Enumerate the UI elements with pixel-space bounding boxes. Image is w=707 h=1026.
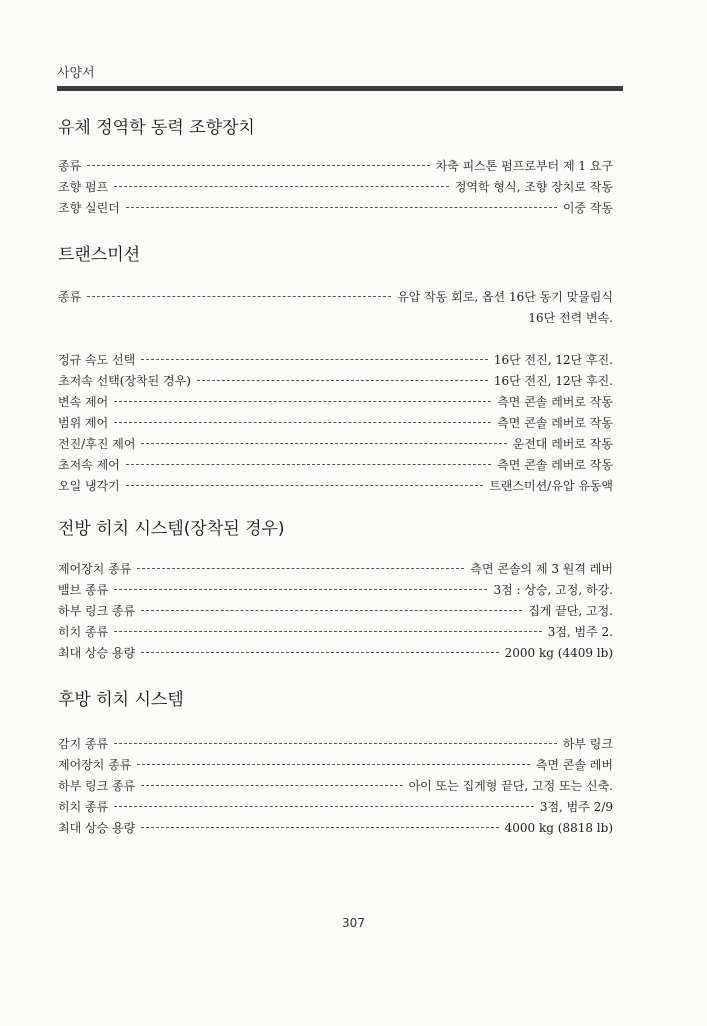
page-header — [57, 62, 623, 91]
leader-dots — [114, 401, 491, 402]
spec-value: 측면 콘솔 레버 — [535, 758, 613, 772]
spec-row — [58, 413, 613, 434]
spec-label: 제어장치 종류 — [58, 758, 132, 772]
spec-label: 조향 실린더 — [58, 201, 120, 215]
spec-value: 측면 콘솔 레버로 작동 — [497, 416, 613, 430]
section-transmission — [58, 240, 613, 497]
leader-dots — [197, 380, 488, 381]
spec-label: 전진/후진 제어 — [58, 437, 136, 451]
leader-dots — [87, 165, 429, 166]
leader-dots — [141, 610, 522, 611]
spec-value: 아이 또는 집게형 끝단, 고정 또는 신축. — [408, 779, 613, 793]
spec-label: 밸브 종류 — [58, 583, 109, 597]
leader-dots — [114, 186, 449, 187]
spec-row — [58, 818, 613, 839]
spec-value: 측면 콘솔 레버로 작동 — [497, 395, 613, 409]
spec-row — [58, 455, 613, 476]
section-steering — [58, 113, 613, 219]
spec-row — [58, 755, 613, 776]
spec-value: 3점 : 상승, 고정, 하강. — [493, 583, 613, 597]
leader-dots — [126, 485, 483, 486]
spec-label: 종류 — [58, 159, 82, 173]
spec-value: 트랜스미션/유압 유동액 — [489, 479, 613, 493]
spec-label: 변속 제어 — [58, 395, 109, 409]
section-rear-hitch — [58, 685, 613, 839]
spec-label: 감지 종류 — [58, 737, 109, 751]
leader-dots — [126, 464, 491, 465]
spec-value: 차축 피스톤 펌프로부터 제 1 요구 — [435, 159, 613, 173]
spec-row — [58, 476, 613, 497]
spec-value: 16단 전진, 12단 후진. — [493, 374, 613, 388]
leader-dots — [126, 207, 557, 208]
spec-label: 범위 제어 — [58, 416, 109, 430]
section-title: 트랜스미션 — [58, 245, 141, 265]
leader-dots — [87, 296, 391, 297]
spec-row — [58, 734, 613, 755]
spec-label: 히치 종류 — [58, 800, 109, 814]
spec-label: 오일 냉각기 — [58, 479, 120, 493]
header-title: 사양서 — [57, 66, 95, 81]
page-number: 307 — [342, 916, 365, 930]
spec-row — [58, 776, 613, 797]
leader-dots — [141, 652, 498, 653]
spec-label: 조향 펌프 — [58, 180, 109, 194]
leader-dots — [141, 827, 498, 828]
spec-label: 하부 링크 종류 — [58, 779, 136, 793]
leader-dots — [114, 589, 487, 590]
spec-row — [58, 156, 613, 177]
spec-row — [58, 622, 613, 643]
spec-label: 정규 속도 선택 — [58, 353, 136, 367]
section-front-hitch — [58, 514, 613, 664]
leader-dots — [114, 422, 491, 423]
spec-value: 하부 링크 — [562, 737, 613, 751]
spec-row — [58, 797, 613, 818]
spec-row — [58, 643, 613, 664]
spec-label: 최대 상승 용량 — [58, 821, 136, 835]
spec-row — [58, 580, 613, 601]
section-title: 전방 히치 시스템(장착된 경우) — [58, 519, 285, 539]
spec-row — [58, 371, 613, 392]
spec-label: 초저속 제어 — [58, 458, 120, 472]
spec-value: 정역학 형식, 조향 장치로 작동 — [454, 180, 613, 194]
spec-row — [58, 287, 613, 308]
spec-row — [58, 198, 613, 219]
spec-label: 최대 상승 용량 — [58, 646, 136, 660]
section-title: 유체 정역학 동력 조향장치 — [58, 118, 255, 138]
leader-dots — [137, 764, 529, 765]
spec-value: 4000 kg (8818 lb) — [504, 821, 613, 835]
spec-value: 3점, 범주 2. — [547, 625, 613, 639]
leader-dots — [137, 568, 464, 569]
spec-row — [58, 434, 613, 455]
spec-row — [58, 177, 613, 198]
leader-dots — [114, 631, 542, 632]
spec-label: 종류 — [58, 290, 82, 304]
spec-row — [58, 601, 613, 622]
spec-value: 측면 콘솔 레버로 작동 — [497, 458, 613, 472]
leader-dots — [141, 359, 488, 360]
spec-value: 유압 작동 회로, 옵션 16단 동기 맞물림식 — [397, 290, 613, 304]
leader-dots — [141, 785, 402, 786]
spec-value: 2000 kg (4409 lb) — [504, 646, 613, 660]
spec-row — [58, 559, 613, 580]
spec-value: 3점, 범주 2/9 — [539, 800, 613, 814]
header-rule — [57, 86, 623, 91]
spec-value: 16단 전진, 12단 후진. — [493, 353, 613, 367]
spec-value: 집게 끝단, 고정. — [528, 604, 613, 618]
spec-label: 초저속 선택(장착된 경우) — [58, 374, 191, 388]
spec-value: 이중 작동 — [562, 201, 613, 215]
spec-label: 히치 종류 — [58, 625, 109, 639]
leader-dots — [114, 743, 557, 744]
spec-row — [58, 350, 613, 371]
spec-value: 운전대 레버로 작동 — [512, 437, 613, 451]
spec-value: 측면 콘솔의 제 3 원격 레버 — [470, 562, 613, 576]
leader-dots — [114, 806, 534, 807]
section-title: 후방 히치 시스템 — [58, 690, 184, 710]
spec-label: 하부 링크 종류 — [58, 604, 136, 618]
spec-label: 제어장치 종류 — [58, 562, 132, 576]
spec-row — [58, 392, 613, 413]
spec-continuation: 16단 전력 변속. — [528, 311, 613, 325]
leader-dots — [141, 443, 506, 444]
